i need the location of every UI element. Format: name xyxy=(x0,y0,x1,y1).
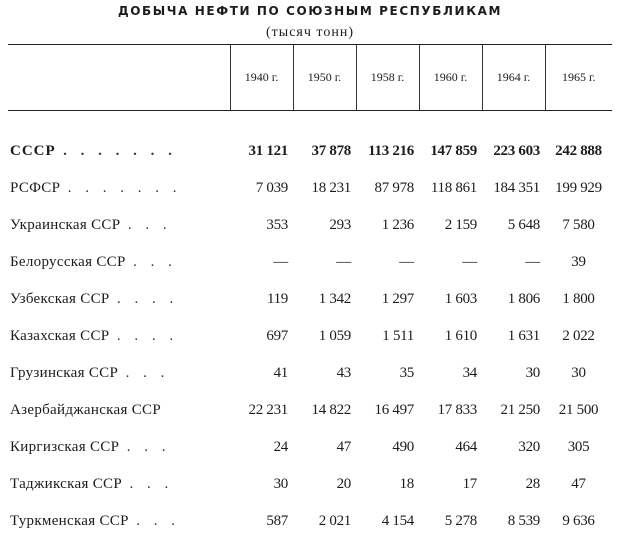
value-cell: 87 978 xyxy=(374,179,414,196)
leader-dots: . . . . . . . xyxy=(63,142,177,159)
value-cell: 5 648 xyxy=(507,216,540,233)
value-cell: 353 xyxy=(266,216,288,233)
value-cell: 184 351 xyxy=(493,179,540,196)
republic-name-cell xyxy=(8,281,230,318)
republic-name: Казахская ССР xyxy=(10,327,110,344)
republic-name: РСФСР xyxy=(10,179,61,196)
value-cell: 17 xyxy=(462,475,477,492)
leader-dots: . . . . . . . xyxy=(67,179,182,196)
value-cell: 2 159 xyxy=(444,216,477,233)
table-title: ДОБЫЧА НЕФТИ ПО СОЮЗНЫМ РЕСПУБЛИКАМ xyxy=(117,4,503,18)
value-cell: 30 xyxy=(273,475,288,492)
republic-name-cell xyxy=(8,170,230,207)
value-cell: 305 xyxy=(567,438,590,455)
republic-name-cell xyxy=(8,355,230,392)
table-row xyxy=(8,281,612,318)
value-cell: 2 022 xyxy=(562,327,595,344)
republic-name: Киргизская ССР xyxy=(10,438,120,455)
value-cell: 41 xyxy=(273,364,288,381)
value-cell: 587 xyxy=(266,512,288,529)
value-cell: 697 xyxy=(266,327,288,344)
table-row xyxy=(8,170,612,207)
table-row xyxy=(8,244,612,281)
value-cell: 1 610 xyxy=(444,327,477,344)
table-row xyxy=(8,318,612,355)
leader-dots: . . . xyxy=(125,364,170,381)
value-cell: 30 xyxy=(525,364,540,381)
header-year-1965: 1965 г. xyxy=(545,45,612,111)
value-cell: 34 xyxy=(462,364,477,381)
header-year-1940: 1940 г. xyxy=(230,45,293,111)
value-cell: 1 236 xyxy=(381,216,414,233)
table-row xyxy=(8,111,612,170)
value-cell: 1 297 xyxy=(381,290,414,307)
value-cell: — xyxy=(336,253,351,270)
leader-dots: . . . . xyxy=(117,290,179,307)
value-cell: — xyxy=(273,253,288,270)
value-cell: 1 603 xyxy=(444,290,477,307)
header-year-1950: 1950 г. xyxy=(293,45,356,111)
value-cell: 39 xyxy=(571,253,586,270)
value-cell: 18 xyxy=(399,475,414,492)
value-cell: 14 822 xyxy=(311,401,351,418)
republic-name: Таджикская ССР xyxy=(10,475,122,492)
value-cell: 1 342 xyxy=(318,290,351,307)
republic-name: Туркменская ССР xyxy=(10,512,129,529)
table-row xyxy=(8,355,612,392)
value-cell: 7 039 xyxy=(255,179,288,196)
value-cell: 17 833 xyxy=(437,401,477,418)
table-row xyxy=(8,466,612,503)
table-row xyxy=(8,429,612,466)
value-cell: 5 278 xyxy=(444,512,477,529)
header-row xyxy=(8,45,612,111)
value-cell: — xyxy=(399,253,414,270)
leader-dots: . . . xyxy=(129,475,174,492)
value-cell: 223 603 xyxy=(493,142,540,159)
value-cell: 9 636 xyxy=(562,512,595,529)
table-row xyxy=(8,207,612,244)
value-cell: 1 806 xyxy=(507,290,540,307)
value-cell: 199 929 xyxy=(555,179,602,196)
value-cell: 8 539 xyxy=(507,512,540,529)
value-cell: 1 059 xyxy=(318,327,351,344)
value-cell: 490 xyxy=(392,438,414,455)
leader-dots: . . . xyxy=(127,216,172,233)
value-cell: 293 xyxy=(329,216,351,233)
republic-name: Белорусская ССР xyxy=(10,253,126,270)
value-cell: 4 154 xyxy=(381,512,414,529)
value-cell: 31 121 xyxy=(248,142,288,159)
republic-name: Грузинская ССР xyxy=(10,364,119,381)
value-cell: 16 497 xyxy=(374,401,414,418)
value-cell: 24 xyxy=(273,438,288,455)
republic-name: Узбекская ССР xyxy=(10,290,110,307)
value-cell: — xyxy=(462,253,477,270)
republic-name-cell xyxy=(8,392,230,429)
republic-name: Украинская ССР xyxy=(10,216,121,233)
value-cell: 43 xyxy=(336,364,351,381)
republic-name-cell xyxy=(8,318,230,355)
value-cell: 47 xyxy=(336,438,351,455)
value-cell: 118 861 xyxy=(430,179,477,196)
republic-name-cell xyxy=(8,503,230,540)
value-cell: 2 021 xyxy=(318,512,351,529)
value-cell: 1 631 xyxy=(507,327,540,344)
table-row xyxy=(8,392,612,429)
leader-dots: . . . xyxy=(126,438,171,455)
value-cell: 464 xyxy=(455,438,477,455)
header-year-1960: 1960 г. xyxy=(419,45,482,111)
value-cell: 147 859 xyxy=(430,142,477,159)
leader-dots: . . . xyxy=(136,512,181,529)
oil-production-table xyxy=(8,44,612,540)
value-cell: 21 250 xyxy=(500,401,540,418)
republic-name-cell xyxy=(8,466,230,503)
leader-dots: . . . . xyxy=(116,327,179,344)
table-subtitle: (тысяч тонн) xyxy=(266,25,354,40)
value-cell: 21 500 xyxy=(558,401,599,418)
republic-name-cell xyxy=(8,111,230,170)
value-cell: 30 xyxy=(571,364,586,381)
value-cell: 22 231 xyxy=(248,401,288,418)
header-year-1958: 1958 г. xyxy=(356,45,419,111)
header-blank-cell xyxy=(8,45,230,111)
value-cell: 1 511 xyxy=(382,327,414,344)
value-cell: 35 xyxy=(399,364,414,381)
table-row xyxy=(8,503,612,540)
leader-dots: . . . xyxy=(133,253,177,270)
value-cell: 119 xyxy=(266,290,288,307)
value-cell: 18 231 xyxy=(311,179,351,196)
header-year-1964: 1964 г. xyxy=(482,45,545,111)
republic-name: СССР xyxy=(10,142,56,159)
republic-name: Азербайджанская ССР xyxy=(10,401,161,418)
value-cell: 320 xyxy=(518,438,540,455)
value-cell: 1 800 xyxy=(562,290,595,307)
value-cell: 20 xyxy=(336,475,351,492)
republic-name-cell xyxy=(8,244,230,281)
republic-name-cell xyxy=(8,429,230,466)
value-cell: 47 xyxy=(571,475,586,492)
value-cell: — xyxy=(525,253,540,270)
value-cell: 37 878 xyxy=(311,142,351,159)
value-cell: 242 888 xyxy=(555,142,602,159)
table-body xyxy=(8,111,612,540)
value-cell: 28 xyxy=(525,475,540,492)
value-cell: 113 216 xyxy=(368,142,414,159)
value-cell: 7 580 xyxy=(562,216,595,233)
republic-name-cell xyxy=(8,207,230,244)
